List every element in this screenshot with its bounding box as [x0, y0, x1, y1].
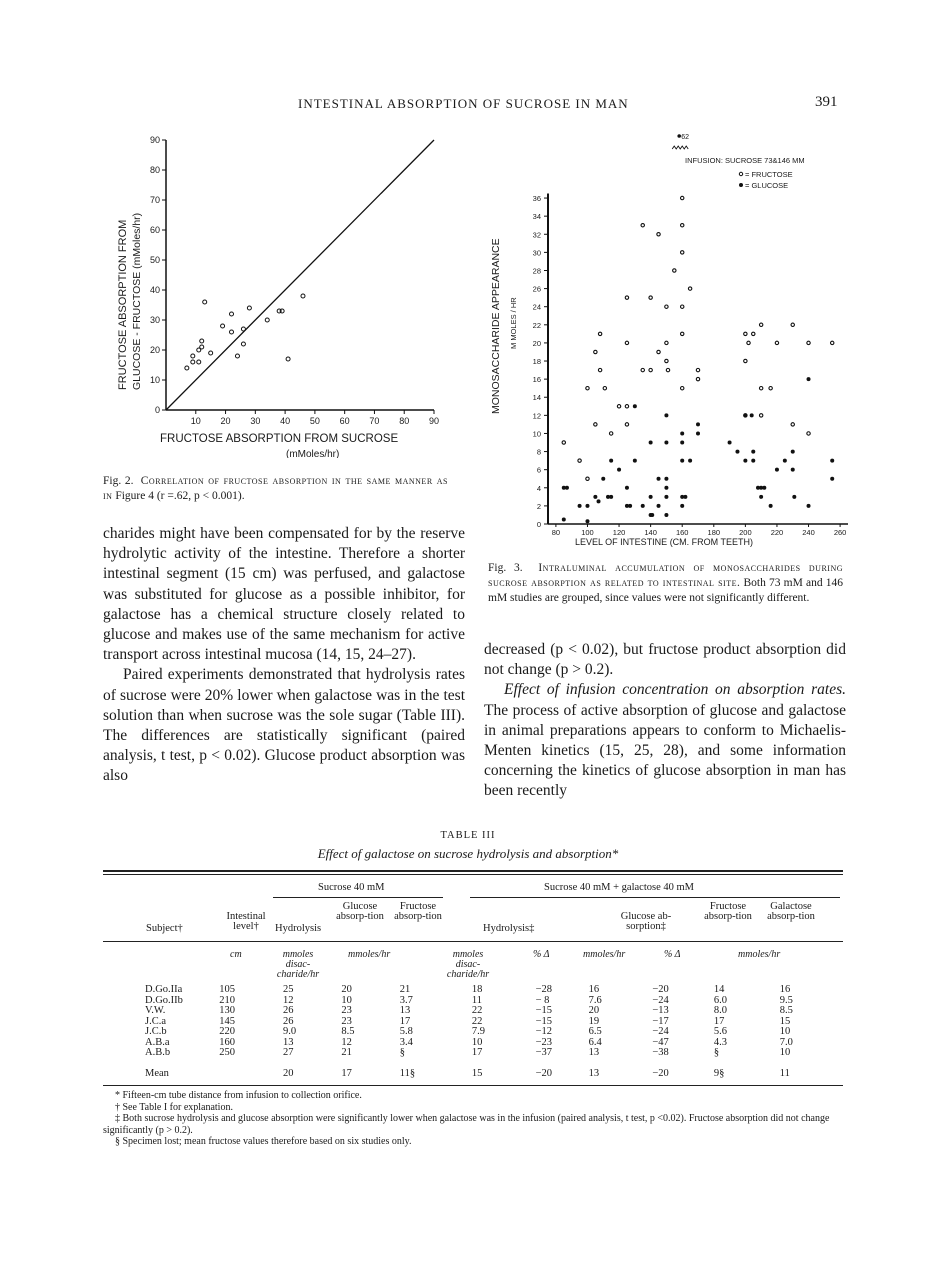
svg-text:140: 140 — [644, 528, 657, 537]
svg-text:30: 30 — [250, 416, 261, 426]
svg-text:220: 220 — [770, 528, 784, 537]
svg-text:FRUCTOSE ABSORPTION FROM: FRUCTOSE ABSORPTION FROM SUCROSE — [160, 433, 399, 445]
section-heading: Effect of infusion concentration on absorption rates. — [504, 681, 846, 699]
svg-text:20: 20 — [220, 416, 231, 426]
svg-text:80: 80 — [149, 165, 160, 175]
svg-text:20: 20 — [149, 345, 160, 355]
paragraph: charides might have been compensated for by the reserve hydrolytic activity of the intestine. Therefore a shorter intestinal segment (15 cm) was perfused, and galactose was substituted for glucose as a possible inhibitor, for galactose has a chemical structure closely related to glucose and makes use of the same mechanism for active transport across intestinal mucosa (14, 15, 24–27). — [103, 525, 465, 664]
svg-text:50: 50 — [149, 255, 160, 265]
paragraph: Paired experiments demonstrated that hydrolysis rates of sucrose were 20% lower when galactose was in the test solution than when sucrose was the sole sugar (Table III). The differences are statistically significant (paired analysis, t test, p < 0.02). Glucose product absorption was also — [103, 666, 465, 785]
svg-text:60: 60 — [339, 416, 350, 426]
table-row: A.B.b 250 27 21 § 17 −37 13 −38 § 10 — [145, 1047, 791, 1058]
footnote: ‡ Both sucrose hydrolysis and glucose absorption were significantly lower when galactose was in the infusion (paired analysis, t test, p <0.02). Fructose absorption did not change significantly (p > 0.2). — [103, 1113, 830, 1136]
svg-text:2: 2 — [536, 501, 541, 511]
svg-text:30: 30 — [149, 315, 160, 325]
fig3-caption-tail: Both 73 mM and 146 mM studies are grouped, since values were not significantly different. — [488, 577, 844, 604]
footnote: § Specimen lost; mean fructose values therefore based on six studies only. — [115, 1136, 412, 1147]
table-body — [145, 985, 835, 1079]
table-label: TABLE III — [440, 830, 496, 841]
fig3-caption — [488, 561, 843, 606]
footnote: † See Table I for explanation. — [115, 1101, 233, 1113]
svg-text:8: 8 — [536, 447, 541, 457]
svg-text:12: 12 — [532, 411, 541, 421]
svg-text:0: 0 — [154, 405, 160, 415]
svg-text:INFUSION: SUCROSE 73&146 MM: INFUSION: SUCROSE 73&146 MM — [685, 156, 805, 165]
table-mean-row: Mean 20 17 11§ 15 −20 13 −20 9§ 11 — [145, 1067, 790, 1079]
svg-text:LEVEL OF INTESTINE (CM. FRO: LEVEL OF INTESTINE (CM. FROM TEETH) — [575, 537, 754, 547]
svg-text:30: 30 — [532, 248, 541, 258]
paragraph: Effect of infusion concentration on absorption rates. The process of active absorption of glucose and galactose in animal preparations appears to conform to Michaelis-Menten kinetics (15, 25, 28), and some information concerning the kinetics of glucose absorption in man has been recently — [484, 681, 846, 800]
left-column-text — [103, 524, 465, 787]
table-row: J.C.b 220 9.0 8.5 5.8 7.9 −12 6.5 −24 5.6 10 — [145, 1026, 791, 1037]
svg-text:(mMoles/hr): (mMoles/hr) — [286, 449, 340, 458]
table-row: V.W. 130 26 23 13 22 −15 20 −13 8.0 8.5 — [145, 1005, 793, 1016]
svg-text:36: 36 — [532, 194, 541, 204]
svg-text:= GLUCOSE: = GLUCOSE — [745, 181, 789, 190]
fig3-scatter-chart — [485, 128, 865, 553]
fig2-scatter-chart — [100, 128, 470, 458]
footnote: * Fifteen-cm tube distance from infusion to collection orifice. — [115, 1090, 362, 1101]
svg-text:180: 180 — [707, 528, 721, 537]
svg-text:80: 80 — [551, 528, 561, 537]
svg-text:60: 60 — [149, 225, 160, 235]
fig2-caption — [103, 474, 448, 504]
table-footnotes — [103, 1090, 843, 1148]
svg-text:GLUCOSE - FRUCTOSE (mMoles/hr: GLUCOSE - FRUCTOSE (mMoles/hr) — [131, 212, 143, 390]
svg-text:18: 18 — [532, 357, 541, 367]
fig2-caption-label: Fig. 2. — [103, 475, 134, 487]
svg-text:= FRUCTOSE: = FRUCTOSE — [745, 170, 793, 179]
paragraph: decreased (p < 0.02), but fructose product absorption did not change (p > 0.2). — [484, 641, 846, 679]
svg-text:10: 10 — [149, 375, 160, 385]
svg-text:10: 10 — [190, 416, 201, 426]
svg-text:32: 32 — [532, 230, 541, 240]
svg-text:20: 20 — [532, 338, 541, 348]
svg-text:0: 0 — [536, 520, 541, 529]
svg-text:40: 40 — [280, 416, 291, 426]
svg-text:34: 34 — [532, 212, 541, 222]
table-row: D.Go.IIb 210 12 10 3.7 11 − 8 7.6 −24 6.0 9.5 — [145, 994, 793, 1006]
svg-text:24: 24 — [532, 302, 541, 312]
svg-text:16: 16 — [532, 375, 541, 385]
fig3-caption-label: Fig. 3. — [488, 562, 523, 574]
svg-text:6: 6 — [536, 465, 541, 475]
svg-text:100: 100 — [581, 528, 594, 537]
svg-text:4: 4 — [536, 483, 541, 493]
fig2-caption-text: Correlation of fructose absorption in the same manner as in — [103, 475, 449, 502]
svg-text:90: 90 — [428, 416, 440, 426]
svg-text:MONOSACCHARIDE APPEARANCE: MONOSACCHARIDE APPEARANCE — [490, 238, 502, 414]
table-row: D.Go.IIa 105 25 20 21 18 −28 16 −20 14 16 — [145, 984, 791, 995]
fig2-ylabel: FRUCTOSE ABSORPTION FROM — [117, 219, 129, 390]
svg-text:160: 160 — [675, 528, 689, 537]
svg-text:62: 62 — [681, 134, 690, 141]
fig2-caption-tail: Figure 4 (r =.62, p < 0.001). — [115, 490, 245, 502]
table-group-sucrose-galactose: Sucrose 40 mM + galactose 40 mM — [544, 882, 694, 893]
svg-text:50: 50 — [309, 416, 320, 426]
svg-text:120: 120 — [612, 528, 626, 537]
table-group-sucrose: Sucrose 40 mM — [318, 882, 385, 893]
svg-text:14: 14 — [532, 393, 541, 403]
svg-text:90: 90 — [149, 135, 160, 145]
fig3-caption-text: Intraluminal accumulation of monosaccharides during sucrose absorption as related to intestinal site. — [488, 562, 844, 589]
page-number: 391 — [815, 94, 838, 110]
svg-text:22: 22 — [532, 320, 541, 330]
svg-text:28: 28 — [532, 266, 541, 276]
svg-text:70: 70 — [369, 416, 380, 426]
svg-text:10: 10 — [532, 429, 541, 439]
svg-text:80: 80 — [399, 416, 410, 426]
table-row: J.C.a 145 26 23 17 22 −15 19 −17 17 15 — [145, 1015, 791, 1027]
running-title: INTESTINAL ABSORPTION OF SUCROSE IN MAN — [298, 96, 629, 111]
table-title: Effect of galactose on sucrose hydrolysis and absorption* — [317, 846, 619, 861]
svg-text:200: 200 — [739, 528, 752, 537]
svg-text:240: 240 — [802, 528, 815, 537]
svg-text:70: 70 — [149, 195, 160, 205]
table-row: A.B.a 160 13 12 3.4 10 −23 6.4 −47 4.3 7.0 — [145, 1036, 793, 1048]
svg-text:260: 260 — [833, 528, 847, 537]
svg-text:26: 26 — [532, 284, 541, 294]
svg-text:40: 40 — [149, 285, 160, 295]
svg-text:M MOLES / HR: M MOLES / HR — [509, 297, 518, 349]
right-column-text — [484, 640, 846, 802]
